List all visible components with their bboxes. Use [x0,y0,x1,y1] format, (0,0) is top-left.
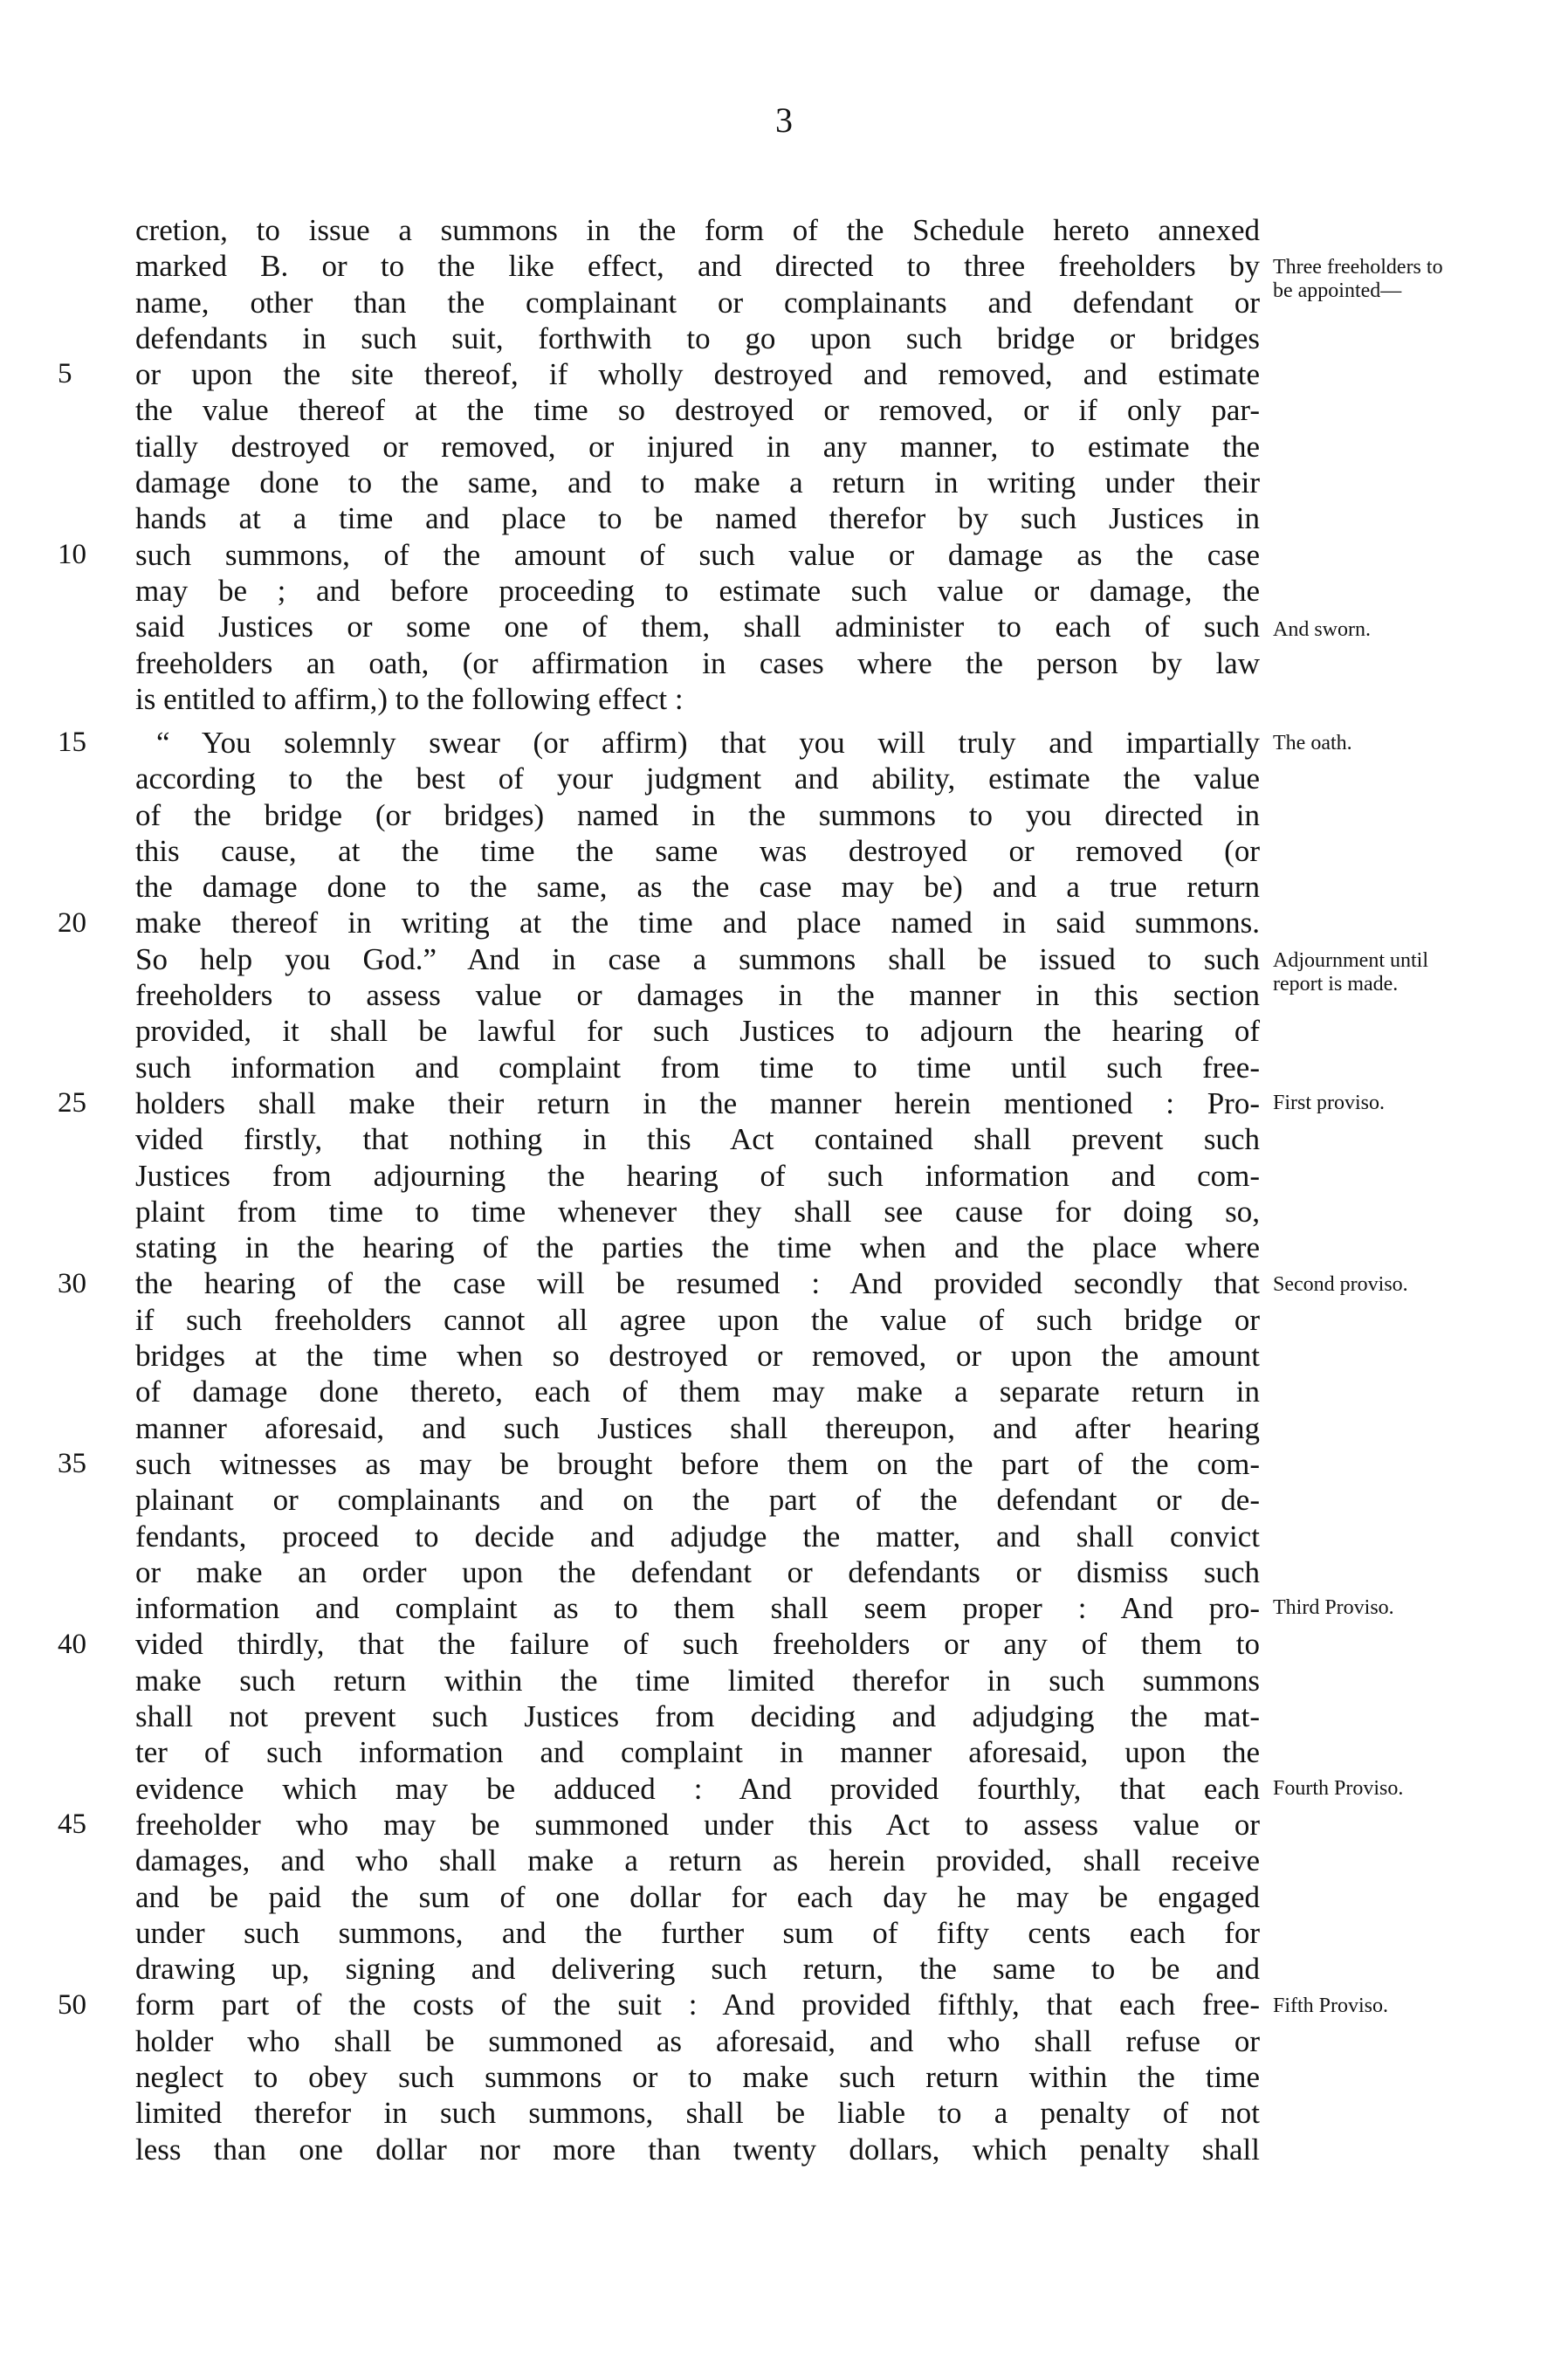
margin-note: Fifth Proviso. [1273,1995,1389,2017]
text-line: this cause, at the time the same was destroyed or removed (or [135,833,1260,868]
text-line: stating in the hearing of the parties the time when and the place where [135,1230,1260,1265]
line-number: 25 [58,1087,86,1119]
text-line: under such summons, and the further sum of fifty cents each for [135,1915,1260,1950]
line-number: 20 [58,907,86,939]
text-line: ter of such information and complaint in manner aforesaid, upon the [135,1735,1260,1770]
text-line: or upon the site thereof, if wholly destroyed and removed, and estimate [135,357,1260,392]
text-line: “ You solemnly swear (or affirm) that you will truly and impartially [156,726,1260,760]
text-line: the hearing of the case will be resumed : And provided secondly that [135,1266,1260,1301]
line-number: 30 [58,1268,86,1299]
text-line: according to the best of your judgment and ability, estimate the value [135,761,1260,796]
text-line: vided firstly, that nothing in this Act contained shall prevent such [135,1122,1260,1157]
line-number: 45 [58,1809,86,1840]
text-line: make thereof in writing at the time and place named in said summons. [135,906,1260,940]
text-line: manner aforesaid, and such Justices shall thereupon, and after hearing [135,1410,1260,1445]
text-line: So help you God.” And in case a summons shall be issued to such [135,941,1260,976]
text-line: such witnesses as may be brought before them on the part of the com- [135,1446,1260,1481]
margin-note: Fourth Proviso. [1273,1777,1404,1800]
text-line: vided thirdly, that the failure of such freeholders or any of them to [135,1627,1260,1662]
margin-note: Third Proviso. [1273,1596,1394,1619]
text-line: provided, it shall be lawful for such Justices to adjourn the hearing of [135,1014,1260,1049]
margin-note: The oath. [1273,732,1352,754]
margin-note: Adjournment until report is made. [1273,949,1428,996]
text-line: the value thereof at the time so destroyed or removed, or if only par- [135,393,1260,428]
text-line: of damage done thereto, each of them may make a separate return in [135,1374,1260,1409]
text-line: hands at a time and place to be named therefor by such Justices in [135,501,1260,536]
line-number: 40 [58,1629,86,1660]
text-line: freeholders an oath, (or affirmation in cases where the person by law [135,645,1260,680]
line-number: 50 [58,1989,86,2021]
text-line: tially destroyed or removed, or injured in any manner, to estimate the [135,429,1260,464]
text-line: plaint from time to time whenever they shall see cause for doing so, [135,1194,1260,1229]
text-line: evidence which may be adduced : And provided fourthly, that each [135,1771,1260,1806]
text-line: information and complaint as to them shall seem proper : And pro- [135,1591,1260,1626]
text-line: defendants in such suit, forthwith to go upon such bridge or bridges [135,320,1260,355]
text-line: neglect to obey such summons or to make such return within the time [135,2059,1260,2094]
text-line: is entitled to affirm,) to the following effect : [135,681,684,716]
paragraph-1 [135,212,1260,717]
line-number: 5 [58,358,72,389]
text-line: of the bridge (or bridges) named in the summons to you directed in [135,797,1260,832]
margin-note: Second proviso. [1273,1273,1408,1296]
text-line: fendants, proceed to decide and adjudge the matter, and shall convict [135,1519,1260,1554]
text-line: and be paid the sum of one dollar for each day he may be engaged [135,1879,1260,1914]
text-line: limited therefor in such summons, shall be liable to a penalty of not [135,2096,1260,2131]
text-line: cretion, to issue a summons in the form of the Schedule hereto annexed [135,213,1260,247]
text-line: form part of the costs of the suit : And provided fifthly, that each free- [135,1988,1260,2022]
text-line: make such return within the time limited therefor in such summons [135,1663,1260,1698]
text-line: the damage done to the same, as the case may be) and a true return [135,870,1260,905]
text-line: drawing up, signing and delivering such return, the same to be and [135,1952,1260,1987]
paragraph-2 [135,725,1260,2167]
margin-note: First proviso. [1273,1092,1386,1114]
text-line: such summons, of the amount of such value or damage as the case [135,537,1260,572]
line-number: 35 [58,1448,86,1479]
text-line: such information and complaint from time to time until such free- [135,1050,1260,1085]
text-line: damage done to the same, and to make a return in writing under their [135,465,1260,500]
text-line: holders shall make their return in the manner herein mentioned : Pro- [135,1085,1260,1120]
text-line: less than one dollar nor more than twenty dollars, which penalty shall [135,2132,1260,2167]
text-line: or make an order upon the defendant or defendants or dismiss such [135,1554,1260,1589]
text-line: if such freeholders cannot all agree upon the value of such bridge or [135,1302,1260,1337]
text-line: may be ; and before proceeding to estimate such value or damage, the [135,573,1260,608]
line-number: 15 [58,727,86,758]
text-line: freeholders to assess value or damages in the manner in this section [135,978,1260,1013]
text-line: bridges at the time when so destroyed or removed, or upon the amount [135,1339,1260,1374]
text-line: Justices from adjourning the hearing of such information and com- [135,1158,1260,1193]
margin-note: Three freeholders to be appointed— [1273,256,1443,302]
text-line: freeholder who may be summoned under this Act to assess value or [135,1807,1260,1842]
text-line: damages, and who shall make a return as herein provided, shall receive [135,1843,1260,1878]
text-line: said Justices or some one of them, shall administer to each of such [135,610,1260,644]
text-line: holder who shall be summoned as aforesaid, and who shall refuse or [135,2023,1260,2058]
text-line: shall not prevent such Justices from deciding and adjudging the mat- [135,1699,1260,1734]
text-line: marked B. or to the like effect, and directed to three freeholders by [135,249,1260,284]
text-line: plainant or complainants and on the part of the defendant or de- [135,1483,1260,1518]
line-number: 10 [58,539,86,570]
margin-note: And sworn. [1273,618,1371,641]
text-line: name, other than the complainant or complainants and defendant or [135,285,1260,320]
page-number: 3 [775,100,793,140]
